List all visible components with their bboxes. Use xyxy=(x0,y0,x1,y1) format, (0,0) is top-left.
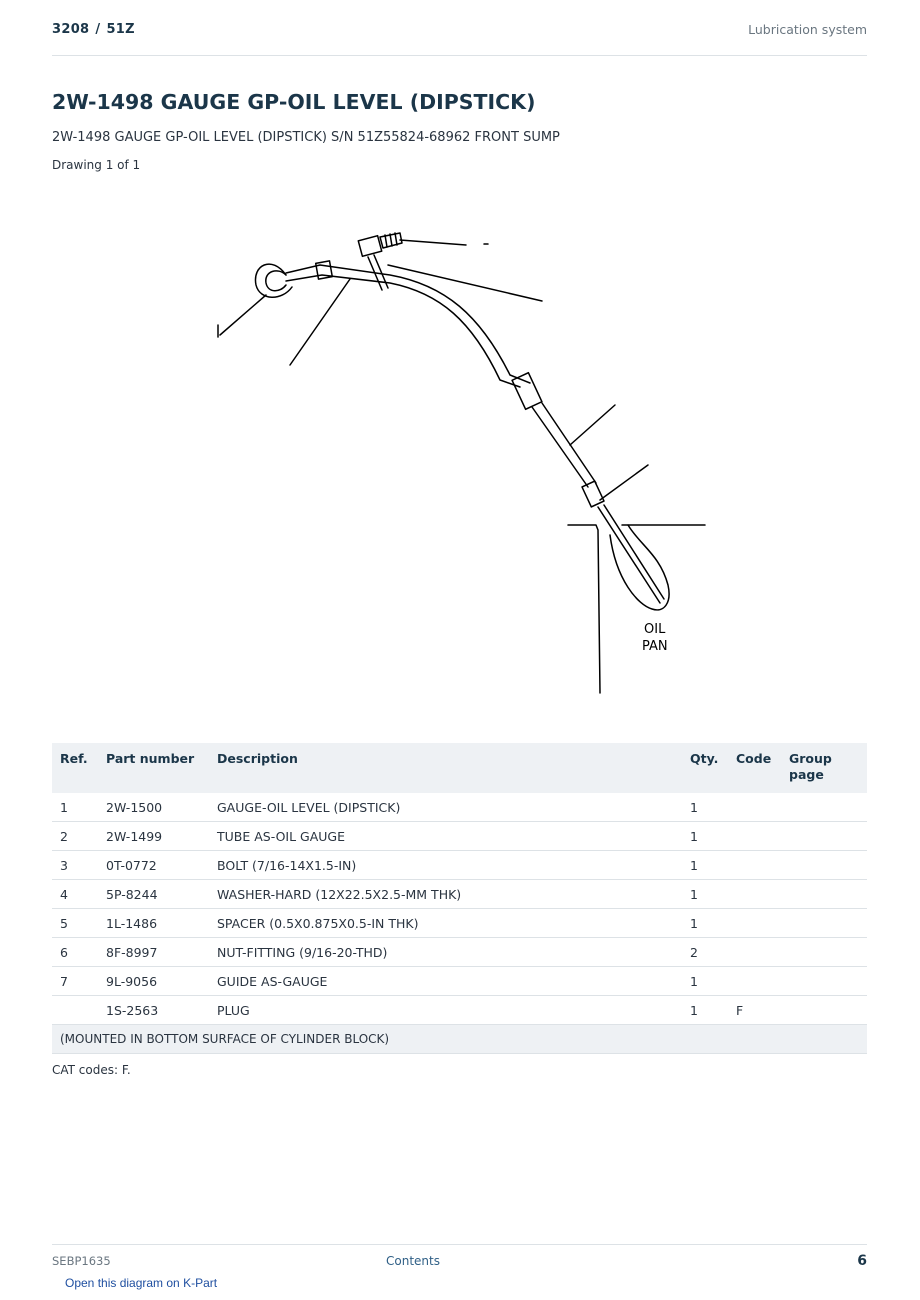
tube-straight-a xyxy=(532,407,588,487)
cell-description: BOLT (7/16-14X1.5-IN) xyxy=(209,851,682,880)
cell-code xyxy=(728,851,781,880)
leader-line-3 xyxy=(400,240,466,245)
cell-qty: 1 xyxy=(682,967,728,996)
cell-description: TUBE AS-OIL GAUGE xyxy=(209,822,682,851)
handle-ferrule xyxy=(316,261,333,279)
contents-link[interactable]: Contents xyxy=(386,1254,440,1268)
table-note: (MOUNTED IN BOTTOM SURFACE OF CYLINDER BLOCK) xyxy=(52,1025,867,1054)
cell-group-page xyxy=(781,822,867,851)
cell-group-page xyxy=(781,996,867,1025)
table-row xyxy=(52,880,867,909)
header-ref: Ref. xyxy=(52,743,98,793)
cell-ref xyxy=(52,996,98,1025)
cell-part-number: 1S-2563 xyxy=(98,996,209,1025)
table-row xyxy=(52,793,867,822)
table-row xyxy=(52,822,867,851)
oil-pan-label-line1: OIL xyxy=(644,622,666,637)
cell-ref: 7 xyxy=(52,967,98,996)
header-code: Code xyxy=(728,743,781,793)
cell-ref: 5 xyxy=(52,909,98,938)
cell-qty: 1 xyxy=(682,909,728,938)
cell-part-number: 1L-1486 xyxy=(98,909,209,938)
table-row xyxy=(52,909,867,938)
lower-nut-fitting xyxy=(582,481,604,507)
tube-upper-line-b xyxy=(286,275,520,387)
section-name: Lubrication system xyxy=(748,22,867,37)
cell-code xyxy=(728,793,781,822)
cell-ref: 4 xyxy=(52,880,98,909)
cell-group-page xyxy=(781,909,867,938)
parts-table xyxy=(52,743,867,1054)
cell-code xyxy=(728,938,781,967)
cell-group-page xyxy=(781,793,867,822)
upper-nut-fitting xyxy=(512,373,542,410)
dipstick-illustration xyxy=(190,195,730,705)
drawing-count: Drawing 1 of 1 xyxy=(52,158,141,172)
tube-straight-b xyxy=(542,403,596,483)
cell-qty: 1 xyxy=(682,793,728,822)
cell-qty: 1 xyxy=(682,851,728,880)
header-description: Description xyxy=(209,743,682,793)
page-subtitle: 2W-1498 GAUGE GP-OIL LEVEL (DIPSTICK) S/N 51Z55824-68962 FRONT SUMP xyxy=(52,130,560,145)
model-serial xyxy=(52,22,135,37)
cell-group-page xyxy=(781,967,867,996)
table-header-row xyxy=(52,743,867,793)
cell-part-number: 2W-1499 xyxy=(98,822,209,851)
header-group-page: Group page xyxy=(781,743,867,793)
page-header xyxy=(52,22,867,56)
block-wall xyxy=(568,525,600,693)
cell-ref: 3 xyxy=(52,851,98,880)
table-note-row xyxy=(52,1025,867,1054)
cell-part-number: 2W-1500 xyxy=(98,793,209,822)
table-row xyxy=(52,938,867,967)
cell-code xyxy=(728,822,781,851)
leader-line-6 xyxy=(600,465,648,500)
cell-group-page xyxy=(781,938,867,967)
cell-qty: 1 xyxy=(682,880,728,909)
model-number: 3208 xyxy=(52,22,90,37)
document-id: SEBP1635 xyxy=(52,1254,111,1268)
cell-group-page xyxy=(781,851,867,880)
cell-ref: 1 xyxy=(52,793,98,822)
cell-description: PLUG xyxy=(209,996,682,1025)
bolt-head xyxy=(358,236,381,257)
model-separator: / xyxy=(95,22,101,37)
header-part-number: Part number xyxy=(98,743,209,793)
leader-line-4 xyxy=(388,265,542,301)
guide-rod xyxy=(598,505,664,603)
cell-ref: 2 xyxy=(52,822,98,851)
cell-description: SPACER (0.5X0.875X0.5-IN THK) xyxy=(209,909,682,938)
cell-code xyxy=(728,880,781,909)
table-row xyxy=(52,851,867,880)
open-diagram-link[interactable]: Open this diagram on K-Part xyxy=(65,1276,218,1290)
cell-ref: 6 xyxy=(52,938,98,967)
table-row xyxy=(52,967,867,996)
page-number: 6 xyxy=(857,1253,867,1269)
leader-line-2 xyxy=(290,279,350,365)
cell-part-number: 9L-9056 xyxy=(98,967,209,996)
table-row xyxy=(52,996,867,1025)
page-footer xyxy=(52,1244,867,1275)
cell-group-page xyxy=(781,880,867,909)
leader-line-1 xyxy=(220,295,266,335)
header-qty: Qty. xyxy=(682,743,728,793)
cell-part-number: 8F-8997 xyxy=(98,938,209,967)
cat-codes: CAT codes: F. xyxy=(52,1063,131,1077)
cell-description: WASHER-HARD (12X22.5X2.5-MM THK) xyxy=(209,880,682,909)
cell-description: GUIDE AS-GAUGE xyxy=(209,967,682,996)
oil-pan-outline xyxy=(610,525,669,610)
cell-code: F xyxy=(728,996,781,1025)
parts-diagram xyxy=(190,195,730,705)
dipstick-handle-inner xyxy=(266,271,286,291)
cell-qty: 2 xyxy=(682,938,728,967)
cell-qty: 1 xyxy=(682,822,728,851)
serial-prefix: 51Z xyxy=(106,22,135,37)
cell-code xyxy=(728,967,781,996)
leader-line-5 xyxy=(570,405,615,445)
cell-part-number: 5P-8244 xyxy=(98,880,209,909)
page-title: 2W-1498 GAUGE GP-OIL LEVEL (DIPSTICK) xyxy=(52,90,536,114)
oil-pan-label-line2: PAN xyxy=(642,639,668,654)
cell-code xyxy=(728,909,781,938)
cell-qty: 1 xyxy=(682,996,728,1025)
cell-part-number: 0T-0772 xyxy=(98,851,209,880)
cell-description: NUT-FITTING (9/16-20-THD) xyxy=(209,938,682,967)
cell-description: GAUGE-OIL LEVEL (DIPSTICK) xyxy=(209,793,682,822)
